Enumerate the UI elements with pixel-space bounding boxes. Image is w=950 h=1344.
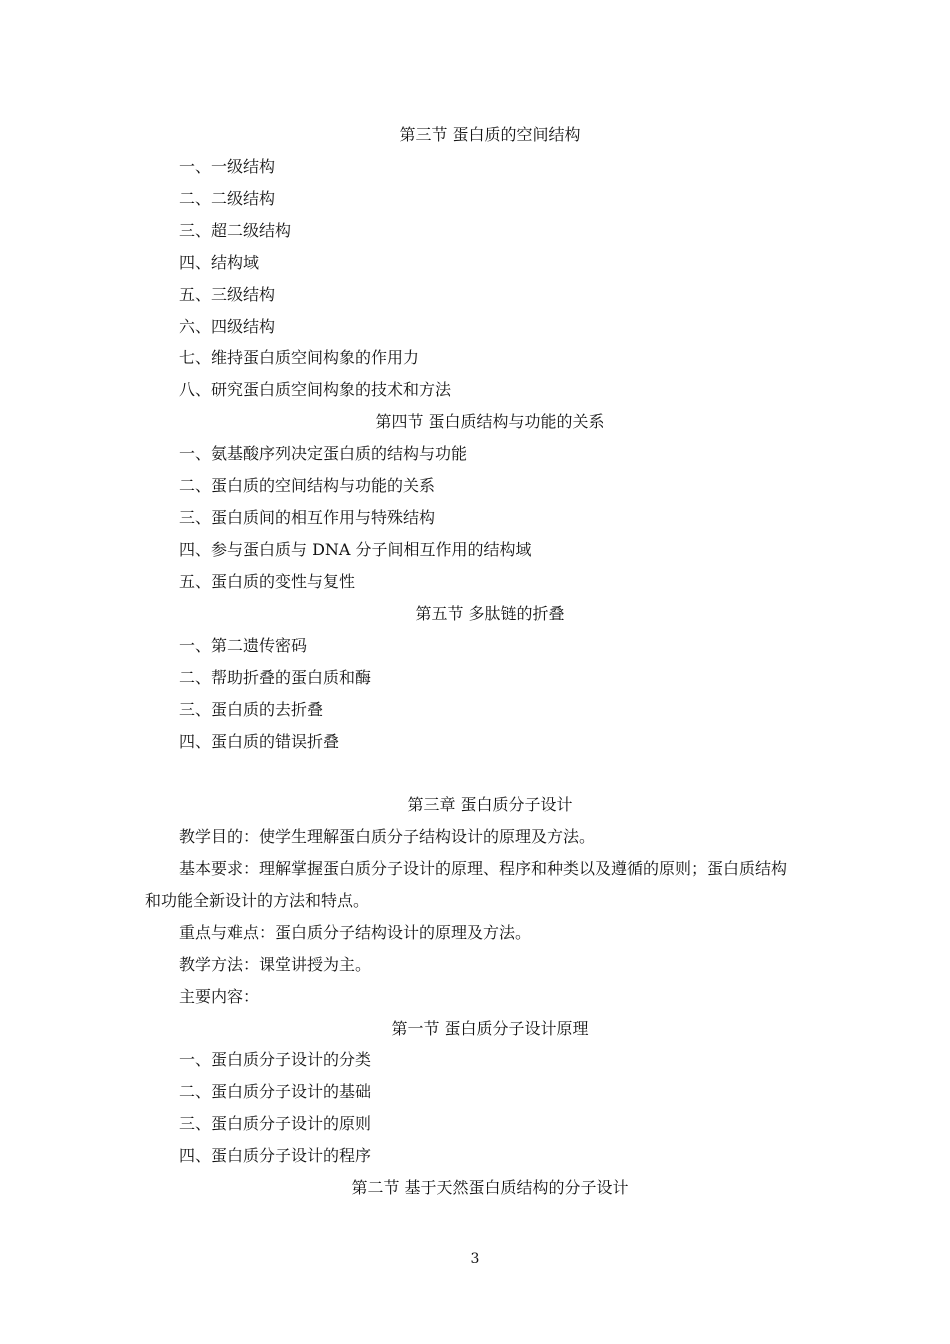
list-item: 四、参与蛋白质与 DNA 分子间相互作用的结构域 — [179, 540, 532, 559]
teaching-purpose: 教学目的：使学生理解蛋白质分子结构设计的原理及方法。 — [179, 827, 596, 846]
section-heading: 第一节 蛋白质分子设计原理 — [391, 1019, 589, 1038]
list-item: 一、第二遗传密码 — [179, 636, 308, 655]
basic-requirement-continued: 和功能全新设计的方法和特点。 — [145, 891, 370, 910]
section-heading: 第二节 基于天然蛋白质结构的分子设计 — [351, 1178, 629, 1197]
list-item: 二、蛋白质的空间结构与功能的关系 — [179, 476, 436, 495]
list-item: 四、蛋白质的错误折叠 — [179, 732, 340, 751]
list-item: 二、帮助折叠的蛋白质和酶 — [179, 668, 372, 687]
list-item: 三、蛋白质间的相互作用与特殊结构 — [179, 508, 436, 527]
page-number: 3 — [470, 1251, 480, 1267]
list-item: 三、蛋白质的去折叠 — [179, 700, 324, 719]
list-item: 一、蛋白质分子设计的分类 — [179, 1050, 372, 1069]
section-heading: 第五节 多肽链的折叠 — [415, 604, 565, 623]
section-heading: 第四节 蛋白质结构与功能的关系 — [375, 412, 605, 431]
key-points: 重点与难点：蛋白质分子结构设计的原理及方法。 — [179, 923, 532, 942]
basic-requirement: 基本要求：理解掌握蛋白质分子设计的原理、程序和种类以及遵循的原则；蛋白质结构 — [179, 859, 788, 878]
list-item: 五、三级结构 — [179, 285, 276, 304]
list-item: 三、超二级结构 — [179, 221, 292, 240]
list-item: 四、结构域 — [179, 253, 260, 272]
list-item: 二、二级结构 — [179, 189, 276, 208]
list-item: 六、四级结构 — [179, 317, 276, 336]
teaching-method: 教学方法：课堂讲授为主。 — [179, 955, 372, 974]
section-heading: 第三节 蛋白质的空间结构 — [399, 125, 581, 144]
chapter-title: 第三章 蛋白质分子设计 — [407, 795, 573, 814]
list-item: 二、蛋白质分子设计的基础 — [179, 1082, 372, 1101]
main-content-label: 主要内容： — [179, 987, 260, 1006]
list-item: 七、维持蛋白质空间构象的作用力 — [179, 348, 420, 367]
list-item: 一、氨基酸序列决定蛋白质的结构与功能 — [179, 444, 468, 463]
list-item: 三、蛋白质分子设计的原则 — [179, 1114, 372, 1133]
list-item: 五、蛋白质的变性与复性 — [179, 572, 356, 591]
list-item: 四、蛋白质分子设计的程序 — [179, 1146, 372, 1165]
list-item: 八、研究蛋白质空间构象的技术和方法 — [179, 380, 452, 399]
list-item: 一、一级结构 — [179, 157, 276, 176]
